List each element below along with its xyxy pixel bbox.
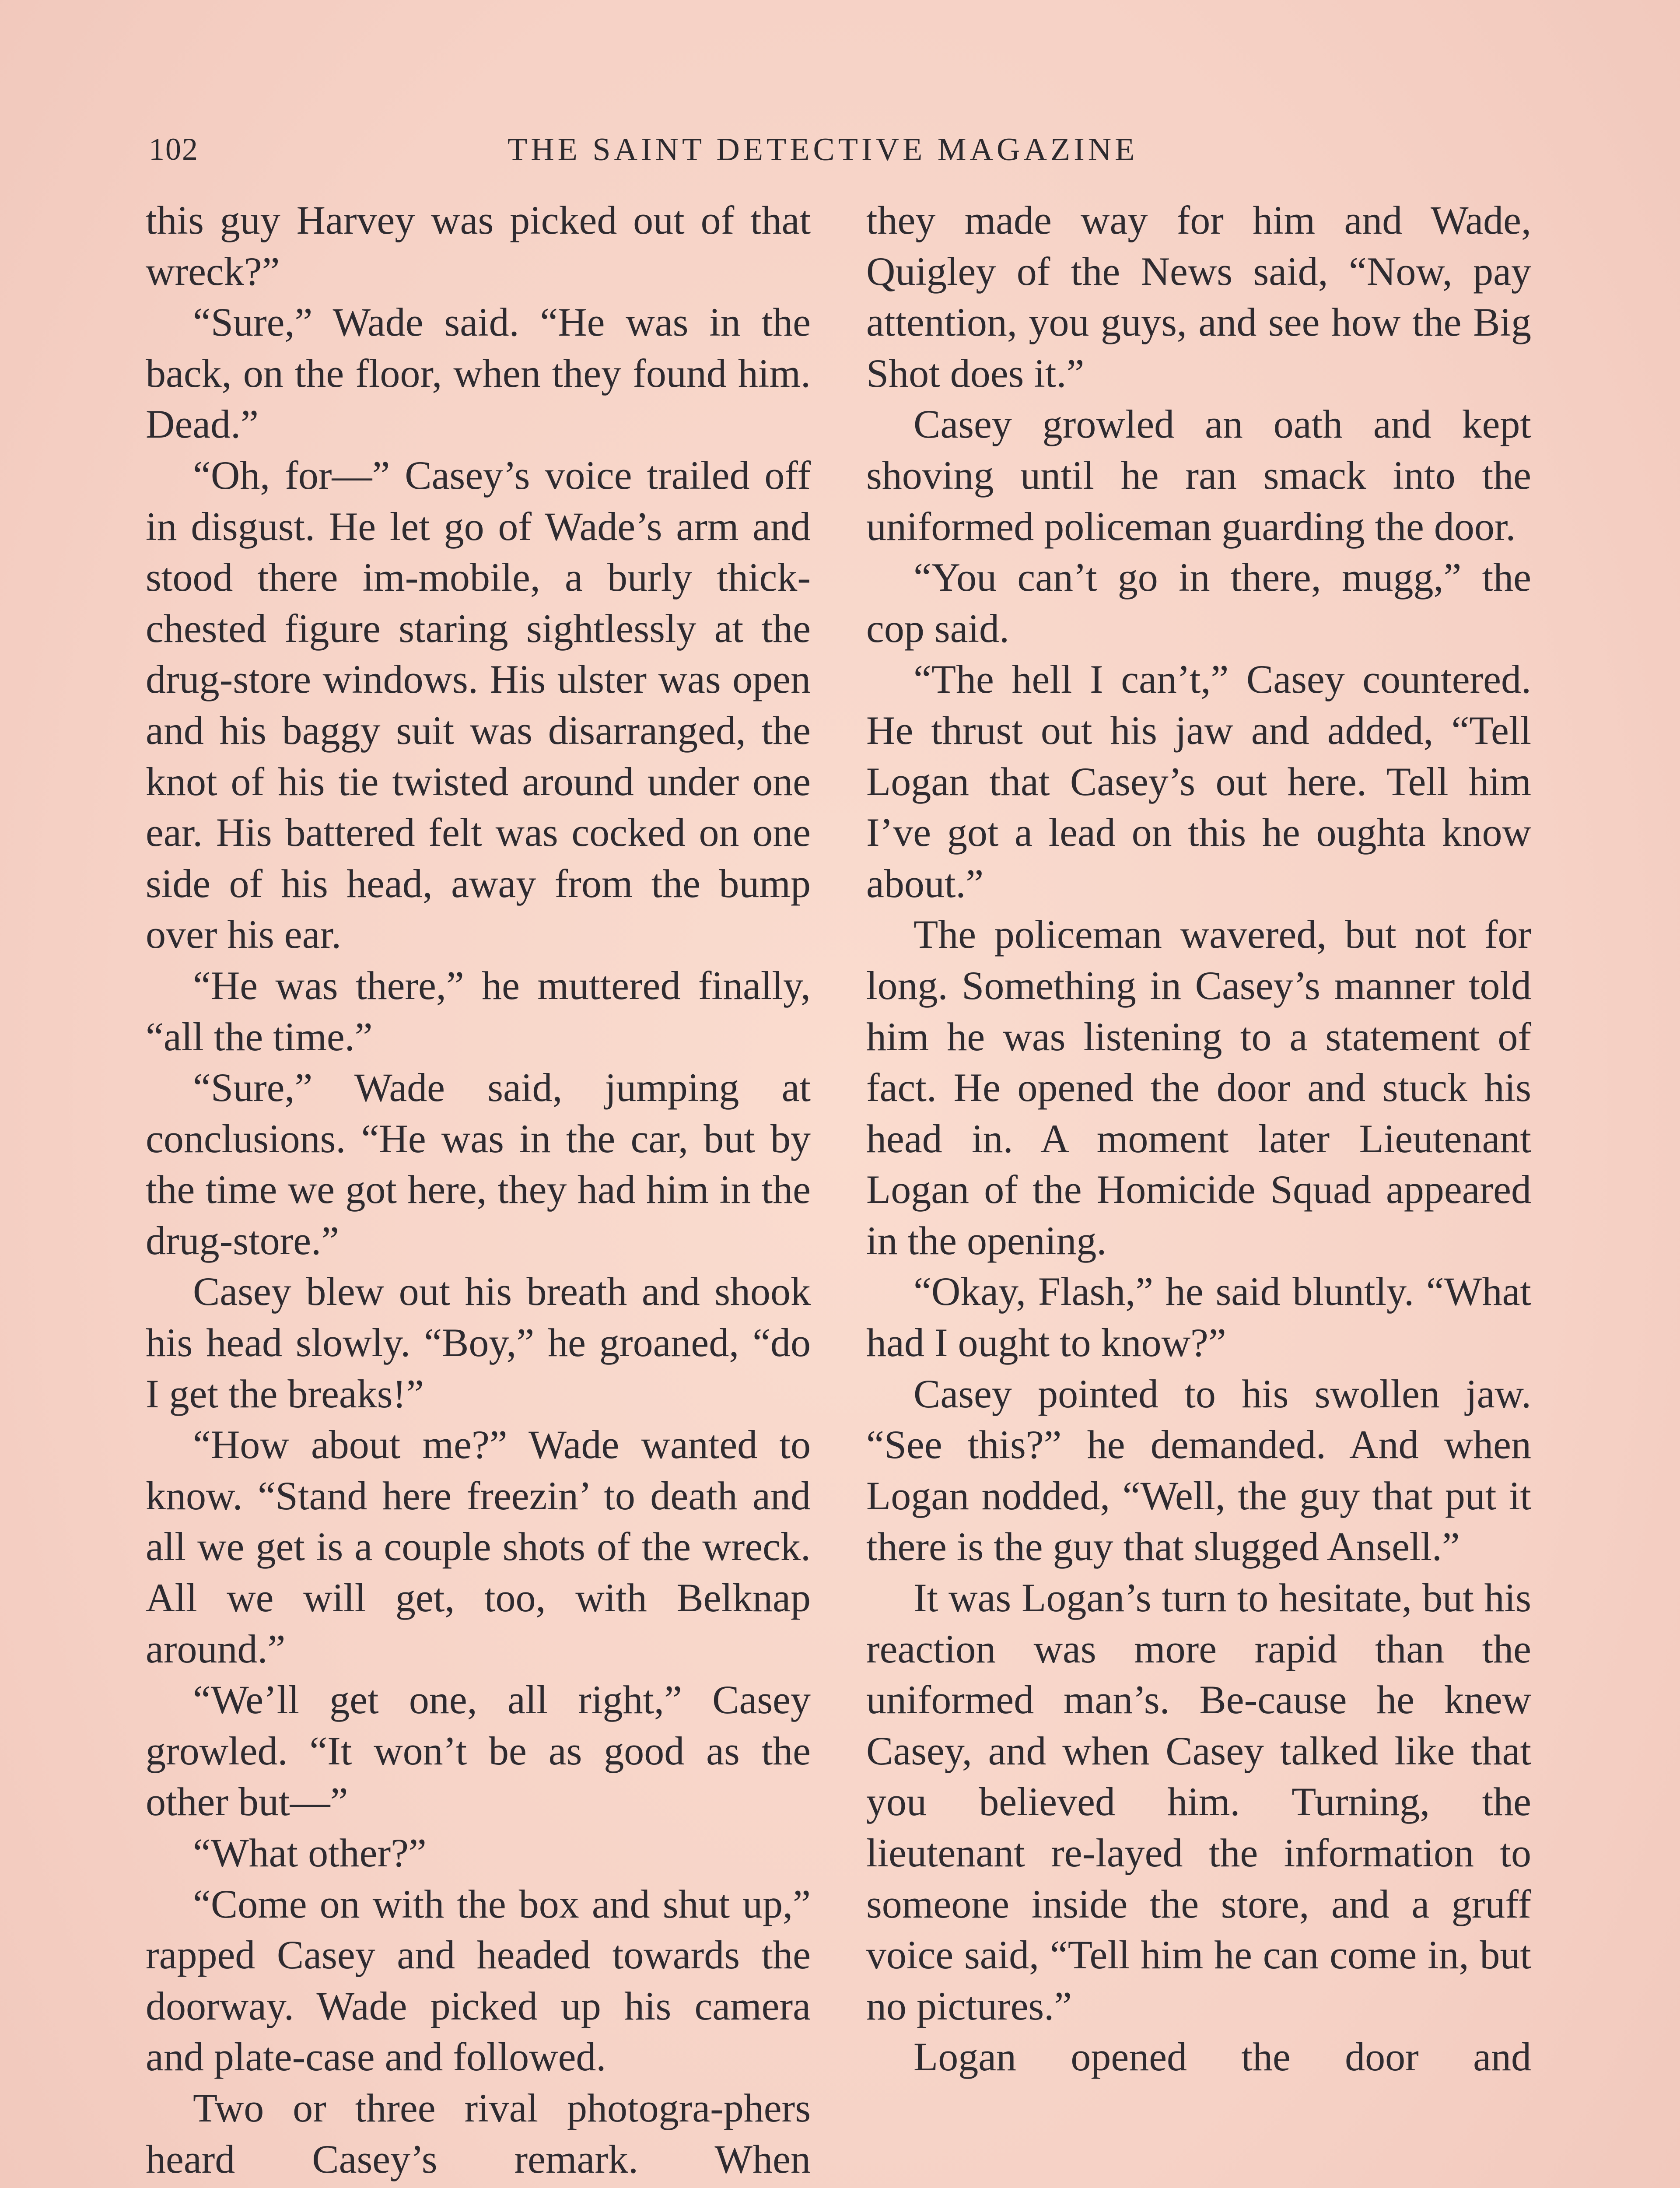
- running-head: THE SAINT DETECTIVE MAGAZINE: [508, 132, 1138, 168]
- right-column: [866, 195, 1531, 2083]
- paragraph: “Come on with the box and shut up,” rapped Casey and headed towards the doorway. Wade picked up his camera and plate-case and followed.: [146, 1881, 811, 2079]
- paragraph: “We’ll get one, all right,” Casey growled. “It won’t be as good as the other but—”: [146, 1677, 811, 1824]
- left-column: [146, 195, 811, 2184]
- paragraph: “Sure,” Wade said. “He was in the back, on the floor, when they found him. Dead.”: [146, 300, 811, 447]
- paragraph: they made way for him and Wade, Quigley of the News said, “Now, pay attention, you guys, and see how the Big Shot does it.”: [866, 198, 1531, 396]
- page-number: 102: [149, 132, 199, 167]
- paragraph: Casey blew out his breath and shook his head slowly. “Boy,” he groaned, “do I get the breaks!”: [146, 1269, 811, 1416]
- paragraph: “How about me?” Wade wanted to know. “Stand here freezin’ to death and all we get is a couple shots of the wreck. All we will get, too, with Belknap around.”: [146, 1422, 811, 1671]
- paragraph: “Oh, for—” Casey’s voice trailed off in disgust. He let go of Wade’s arm and stood there im-mobile, a burly thick-chested figure staring sightlessly at the drug-store windows. His ulster was open and his baggy suit was disarranged, the knot of his tie twisted around under one ear. His battered felt was cocked on one side of his head, away from the bump over his ear.: [146, 452, 811, 957]
- paragraph: this guy Harvey was picked out of that wreck?”: [146, 198, 811, 294]
- paragraph: It was Logan’s turn to hesitate, but his reaction was more rapid than the uniformed man’s. Be-cause he knew Casey, and when Casey talked like that you believed him. Turning, the lieutenant re-layed the information to someone inside the store, and a gruff voice said, “Tell him he can come in, but no pictures.”: [866, 1575, 1531, 2028]
- paragraph: Logan opened the door and: [914, 2034, 1531, 2079]
- paragraph: “Okay, Flash,” he said bluntly. “What had I ought to know?”: [866, 1269, 1531, 1365]
- page-header: [149, 131, 1540, 175]
- paragraph: Casey pointed to his swollen jaw. “See this?” he demanded. And when Logan nodded, “Well, the guy that put it there is the guy that slugged Ansell.”: [866, 1371, 1531, 1569]
- paragraph: “You can’t go in there, mugg,” the cop said.: [866, 555, 1531, 651]
- paragraph: The policeman wavered, but not for long. Something in Casey’s manner told him he was listening to a statement of fact. He opened the door and stuck his head in. A moment later Lieutenant Logan of the Homicide Squad appeared in the opening.: [866, 912, 1531, 1263]
- paragraph: “What other?”: [193, 1830, 427, 1875]
- paragraph: “The hell I can’t,” Casey countered. He thrust out his jaw and added, “Tell Logan that Casey’s out here. Tell him I’ve got a lead on this he oughta know about.”: [866, 657, 1531, 906]
- paragraph: Casey growled an oath and kept shoving until he ran smack into the uniformed policeman guarding the door.: [866, 402, 1531, 549]
- paragraph: Two or three rival photogra-phers heard Casey’s remark. When: [146, 2085, 811, 2181]
- paragraph: “Sure,” Wade said, jumping at conclusions. “He was in the car, but by the time we got here, they had him in the drug-store.”: [146, 1065, 811, 1263]
- paragraph: “He was there,” he muttered finally, “all the time.”: [146, 963, 811, 1059]
